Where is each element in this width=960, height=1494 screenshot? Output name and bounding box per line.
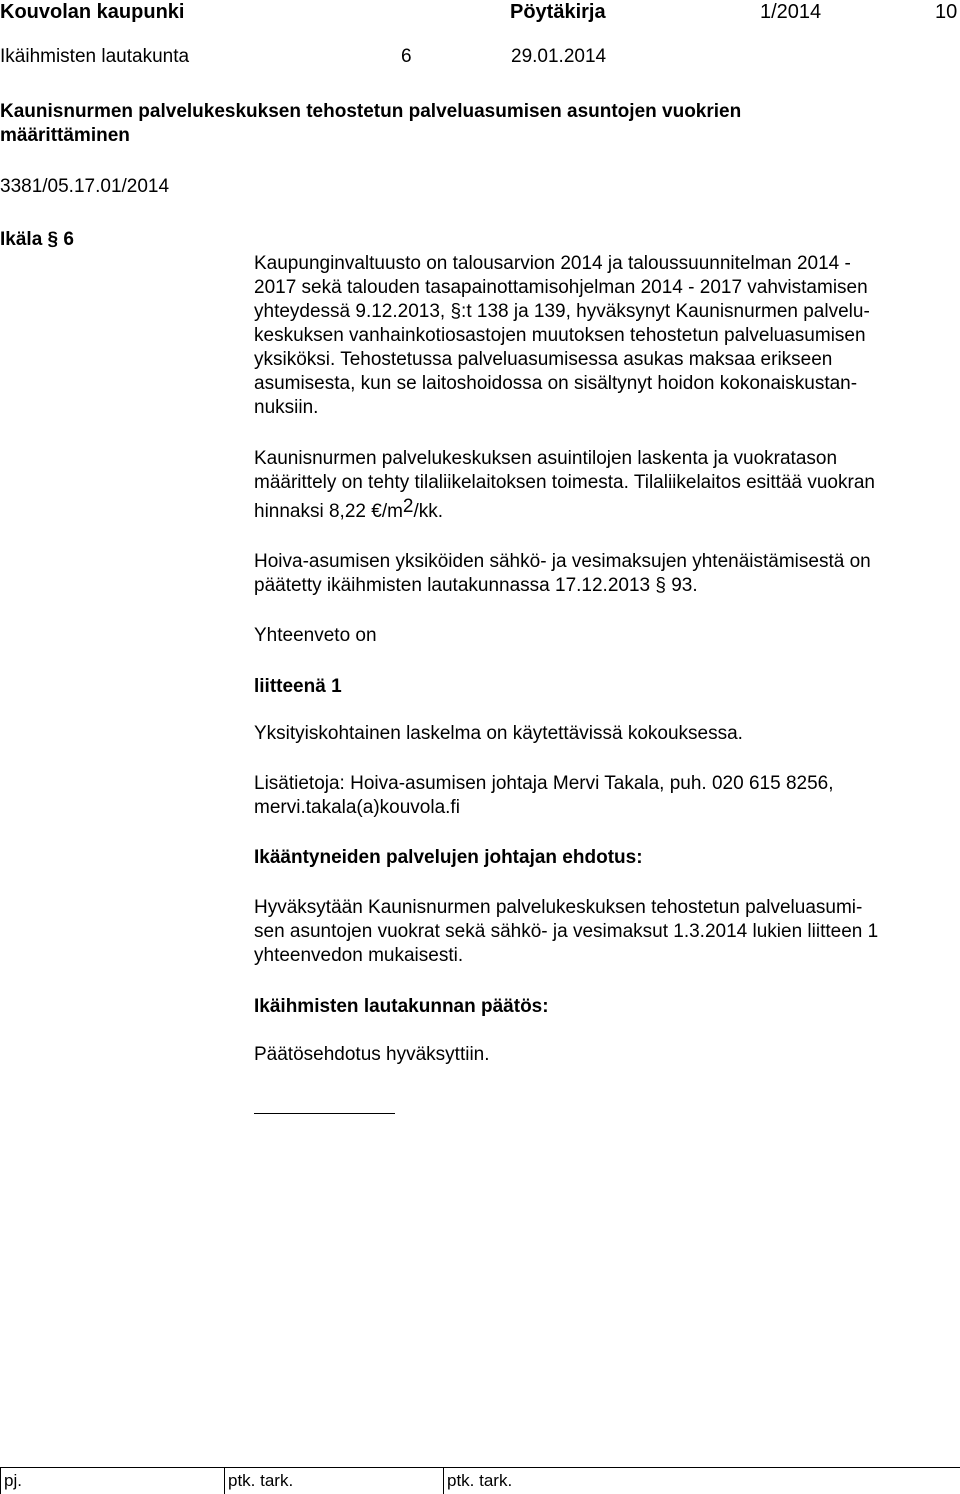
text-line: asumisesta, kun se laitoshoidossa on sisältynyt hoidon kokonaiskustan- — [254, 373, 858, 394]
footer-chair-label: pj. — [4, 1471, 22, 1490]
footer-divider — [443, 1467, 444, 1494]
document-number: 1/2014 — [760, 1, 822, 23]
text-line: päätetty ikäihmisten lautakunnassa 17.12.2013 § 93. — [254, 575, 698, 596]
rent-price-text: hinnaksi 8,22 €/m — [254, 501, 403, 522]
rent-price-line — [254, 496, 958, 524]
decision-text: Päätösehdotus hyväksyttiin. — [254, 1044, 490, 1065]
subject-title-line: määrittäminen — [0, 125, 130, 146]
organization-name: Kouvolan kaupunki — [0, 1, 185, 23]
text-line: Kaupunginvaltuusto on talousarvion 2014 ja taloussuunnitelman 2014 - — [254, 253, 851, 274]
text-line: sen asuntojen vuokrat sekä sähkö- ja vesimaksut 1.3.2014 lukien liitteen 1 — [254, 921, 879, 942]
signature-line — [254, 1113, 395, 1114]
meeting-date: 29.01.2014 — [511, 46, 607, 67]
document-type: Pöytäkirja — [510, 1, 606, 23]
committee-name: Ikäihmisten lautakunta — [0, 46, 190, 67]
text-line: Hoiva-asumisen yksiköiden sähkö- ja vesimaksujen yhtenäistämisestä on — [254, 551, 871, 572]
text-line: yhteydessä 9.12.2013, §:t 138 ja 139, hyväksynyt Kaunisnurmen palvelu- — [254, 301, 870, 322]
contact-info — [254, 772, 958, 820]
section-number: 6 — [401, 46, 412, 67]
footer-divider — [0, 1467, 1, 1494]
text-line: nuksiin. — [254, 397, 319, 418]
text-line: Lisätietoja: Hoiva-asumisen johtaja Mervi Takala, puh. 020 615 8256, — [254, 773, 834, 794]
section-label: Ikäla § 6 — [0, 229, 74, 250]
text-line: määrittely on tehty tilaliikelaitoksen toimesta. Tilaliikelaitos esittää vuokran — [254, 472, 875, 493]
footer-rule — [0, 1467, 960, 1468]
text-line: keskuksen vanhainkotiosastojen muutoksen tehostetun palveluasumisen — [254, 325, 866, 346]
subject-title-line: Kaunisnurmen palvelukeskuksen tehostetun palveluasumisen asuntojen vuokrien — [0, 101, 742, 122]
proposal-heading: Ikääntyneiden palvelujen johtajan ehdotus: — [254, 847, 643, 868]
page-number: 10 — [935, 1, 958, 23]
text-line: yksiköksi. Tehostetussa palveluasumisessa asukas maksaa erikseen — [254, 349, 833, 370]
detail-note: Yksityiskohtainen laskelma on käytettävissä kokouksessa. — [254, 723, 743, 744]
paragraph-rent — [254, 447, 958, 524]
subject-title — [0, 100, 900, 148]
text-line: yhteenvedon mukaisesti. — [254, 945, 464, 966]
summary-text: Yhteenveto on — [254, 625, 377, 646]
decision-heading: Ikäihmisten lautakunnan päätös: — [254, 996, 549, 1017]
text-line: 2017 sekä talouden tasapainottamisohjelman 2014 - 2017 vahvistamisen — [254, 277, 868, 298]
footer-examiner-label: ptk. tark. — [447, 1471, 513, 1490]
footer-divider — [224, 1467, 225, 1494]
square-meter-exponent: 2 — [402, 496, 414, 517]
text-line: mervi.takala(a)kouvola.fi — [254, 797, 460, 818]
rent-period-text: /kk. — [413, 501, 444, 522]
reference-number: 3381/05.17.01/2014 — [0, 176, 170, 197]
proposal-text — [254, 896, 958, 968]
text-line: Kaunisnurmen palvelukeskuksen asuintilojen laskenta ja vuokratason — [254, 448, 838, 469]
attachment-label: liitteenä 1 — [254, 676, 342, 697]
paragraph-utilities — [254, 550, 958, 598]
paragraph-background — [254, 252, 958, 420]
footer-examiner-label: ptk. tark. — [228, 1471, 294, 1490]
text-line: Hyväksytään Kaunisnurmen palvelukeskuksen tehostetun palveluasumi- — [254, 897, 863, 918]
